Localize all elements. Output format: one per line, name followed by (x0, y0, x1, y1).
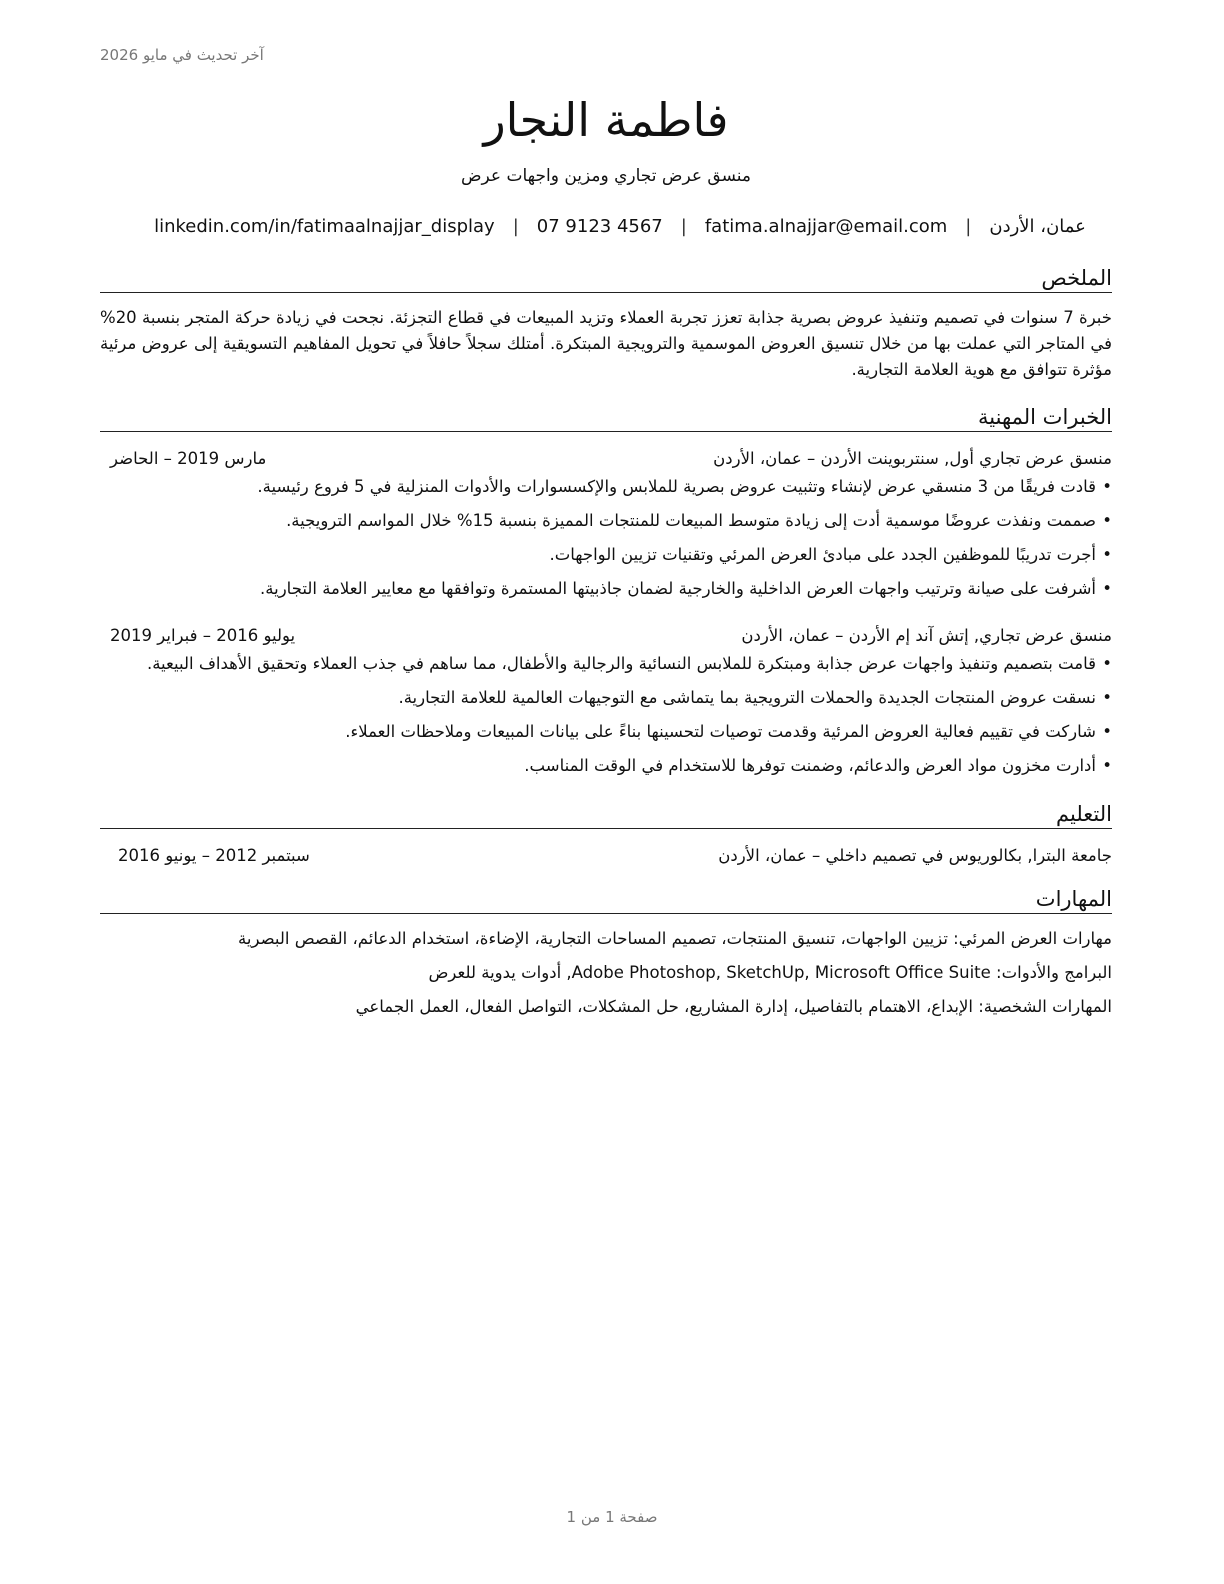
education-dates: سبتمبر 2012 – يونيو 2016 (118, 846, 310, 865)
contact-separator: | (965, 216, 972, 237)
skills-section (100, 885, 1112, 1020)
section-heading: التعليم (100, 800, 1112, 829)
job-header (100, 446, 1112, 472)
bullet-dot-icon: • (1102, 511, 1112, 530)
contact-location: عمان، الأردن (989, 216, 1086, 237)
bullet-dot-icon: • (1102, 688, 1112, 707)
bullet-item: • أجرت تدريبًا للموظفين الجدد على مبادئ العرض المرئي وتقنيات تزيين الواجهات. (100, 542, 1112, 567)
job-header (100, 623, 1112, 649)
job-entry (100, 446, 1112, 601)
job-title-line: منسق عرض تجاري أول, سنتربوينت الأردن – عمان، الأردن (713, 449, 1112, 468)
bullet-dot-icon: • (1102, 545, 1112, 564)
bullet-item: • أشرفت على صيانة وترتيب واجهات العرض الداخلية والخارجية لضمان جاذبيتها المستمرة وتوافقها مع معايير العلامة التجارية. (100, 576, 1112, 601)
job-bullets (100, 474, 1112, 601)
bullet-item: • قامت بتصميم وتنفيذ واجهات عرض جذابة ومبتكرة للملابس النسائية والرجالية والأطفال، مما ساهم في جذب العملاء وتحقيق الأهداف البيعية. (100, 651, 1112, 676)
contact-separator: | (680, 216, 687, 237)
section-heading: المهارات (100, 885, 1112, 914)
candidate-name: فاطمة النجار (483, 93, 729, 147)
job-bullets (100, 651, 1112, 778)
education-entry (100, 843, 1112, 869)
section-heading: الخبرات المهنية (100, 403, 1112, 432)
summary-section (100, 264, 1112, 383)
bullet-dot-icon: • (1102, 477, 1112, 496)
contact-linkedin[interactable]: linkedin.com/in/fatimaalnajjar_display (154, 216, 495, 237)
job-dates: يوليو 2016 – فبراير 2019 (110, 626, 296, 645)
job-entry (100, 623, 1112, 778)
bullet-item: • نسقت عروض المنتجات الجديدة والحملات الترويجية بما يتماشى مع التوجيهات العالمية للعلامة التجارية. (100, 685, 1112, 710)
bullet-item: • شاركت في تقييم فعالية العروض المرئية وقدمت توصيات لتحسينها بناءً على بيانات المبيعات وملاحظات العملاء. (100, 719, 1112, 744)
candidate-title: منسق عرض تجاري ومزين واجهات عرض (461, 166, 751, 186)
contact-line (100, 214, 1112, 240)
summary-text: خبرة 7 سنوات في تصميم وتنفيذ عروض بصرية جذابة تعزز تجربة العملاء وتزيد المبيعات في قطاع التجزئة. نجحت في زيادة حركة المتجر بنسبة 20% في المتاجر التي عملت بها من خلال تنسيق العروض الموسمية والترويجية المبتكرة. أمتلك سجلاً حافلاً في تحويل المفاهيم التسويقية إلى عروض مرئية مؤثرة تتوافق مع هوية العلامة التجارية. (100, 308, 1112, 379)
bullet-dot-icon: • (1102, 722, 1112, 741)
bullet-item: • صممت ونفذت عروضًا موسمية أدت إلى زيادة متوسط المبيعات للمنتجات المميزة بنسبة 15% خلال المواسم الترويجية. (100, 508, 1112, 533)
skill-line: البرامج والأدوات: Adobe Photoshop, SketchUp, Microsoft Office Suite, أدوات يدوية للعرض (428, 963, 1112, 982)
education-title-line: جامعة البترا, بكالوريوس في تصميم داخلي – عمان، الأردن (718, 846, 1112, 865)
contact-email[interactable]: fatima.alnajjar@email.com (704, 216, 948, 237)
bullet-dot-icon: • (1102, 579, 1112, 598)
bullet-dot-icon: • (1102, 654, 1112, 673)
experience-section (100, 403, 1112, 778)
bullet-item: • قادت فريقًا من 3 منسقي عرض لإنشاء وتثبيت عروض بصرية للملابس والإكسسوارات والأدوات المنزلية في 5 فروع رئيسية. (100, 474, 1112, 499)
skill-line: المهارات الشخصية: الإبداع، الاهتمام بالتفاصيل، إدارة المشاريع، حل المشكلات، التواصل الفعال، العمل الجماعي (355, 997, 1112, 1016)
contact-phone[interactable]: 07 9123 4567 (536, 216, 663, 237)
resume-header (100, 0, 1112, 240)
page-number: صفحة 1 من 1 (566, 1508, 658, 1526)
job-title-line: منسق عرض تجاري, إتش آند إم الأردن – عمان، الأردن (741, 626, 1112, 645)
skill-line: مهارات العرض المرئي: تزيين الواجهات، تنسيق المنتجات، تصميم المساحات التجارية، الإضاءة، استخدام الدعائم، القصص البصرية (238, 929, 1112, 948)
skills-list (100, 926, 1112, 1020)
contact-separator: | (512, 216, 519, 237)
bullet-item: • أدارت مخزون مواد العرض والدعائم، وضمنت توفرها للاستخدام في الوقت المناسب. (100, 753, 1112, 778)
section-heading: الملخص (100, 264, 1112, 293)
bullet-dot-icon: • (1102, 756, 1112, 775)
last-updated-note: آخر تحديث في مايو 2026 (100, 46, 264, 64)
job-dates: مارس 2019 – الحاضر (110, 449, 267, 468)
education-section (100, 800, 1112, 869)
